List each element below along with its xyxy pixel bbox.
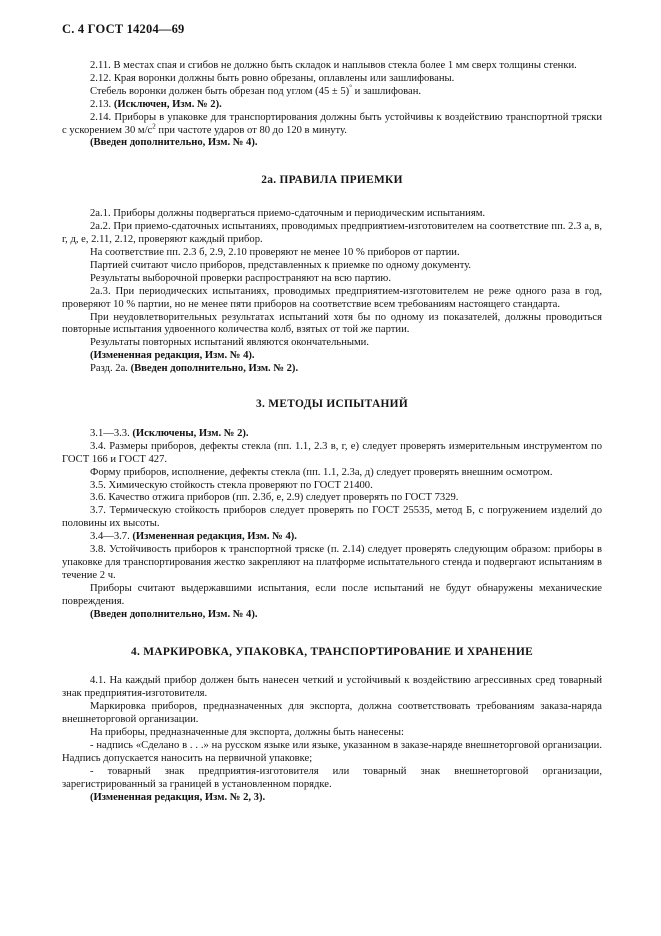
amendment-note: (Измененная редакция, Изм. № 2, 3). bbox=[90, 791, 266, 803]
clause-text: при частоте ударов от 80 до 120 в минуту. bbox=[155, 124, 347, 136]
amendment-note: (Измененная редакция, Изм. № 4). bbox=[132, 531, 297, 543]
clause-number: 3.1—3.3. bbox=[90, 427, 133, 439]
amendment-note: (Введен дополнительно, Изм. № 4). bbox=[90, 137, 258, 149]
clause-2a-2: 2а.2. При приемо-сдаточных испытаниях, проводимых предприятием-изготовителем на соответствие пп. 2.3 а, в, г, д, е, 2.11, 2.12, проверяют каждый прибор. bbox=[62, 221, 602, 246]
section-title-4: 4. МАРКИРОВКА, УПАКОВКА, ТРАНСПОРТИРОВАНИЕ И ХРАНЕНИЕ bbox=[130, 645, 534, 658]
amendment-note: (Исключены, Изм. № 2). bbox=[132, 427, 249, 439]
section-title-2a: 2а. ПРАВИЛА ПРИЕМКИ bbox=[261, 174, 403, 187]
clause-3-5: 3.5. Химическую стойкость стекла проверяют по ГОСТ 21400. bbox=[90, 479, 373, 491]
clause-2a-2-batch: Партией считают число приборов, представленных к приемке по одному документу. bbox=[90, 259, 472, 271]
clause-number: 2.13. bbox=[90, 98, 114, 110]
clause-2a-3: 2а.3. При периодических испытаниях, проводимых предприятием-изготовителем не реже одного раза в год, проверяют 10 % партии, но не менее пяти приборов на соответствие всем требованиям настоящего стандарта. bbox=[62, 285, 602, 310]
clause-2-12-stem bbox=[62, 83, 602, 99]
clause-4-1-list-intro: На приборы, предназначенные для экспорта, должны быть нанесены: bbox=[90, 727, 404, 739]
clause-2-13 bbox=[62, 99, 602, 112]
clause-2a-3-final: Результаты повторных испытаний являются окончательными. bbox=[90, 337, 370, 349]
clause-2-14 bbox=[62, 112, 602, 138]
degree-sign: ° bbox=[349, 83, 353, 92]
clause-3-8: 3.8. Устойчивость приборов к транспортной тряске (п. 2.14) следует проверять следующим образом: приборы в упаковке для транспортирования жестко закрепляют на платформе испытательного стенда и подвергают испытаниям в течение 2 ч. bbox=[62, 544, 602, 581]
clause-3-4-3-7 bbox=[62, 531, 602, 544]
amendment-note: (Введен дополнительно, Изм. № 4). bbox=[90, 608, 258, 620]
clause-4-1-export: Маркировка приборов, предназначенных для экспорта, должна соответствовать требованиям заказа-наряда внешнеторговой организации. bbox=[62, 701, 602, 726]
clause-3-7: 3.7. Термическую стойкость приборов следует проверять по ГОСТ 25535, метод Б, с погружением изделий до половины их высоты. bbox=[62, 505, 602, 530]
clause-text: 2.14. Приборы в упаковке для транспортирования должны быть устойчивы к воздействию транспортной тряски с ускорением 30 м/с bbox=[62, 111, 602, 136]
clause-3-8-result: Приборы считают выдержавшими испытания, если после испытаний не будут обнаружены механические повреждения. bbox=[62, 582, 602, 607]
amendment-note: (Измененная редакция, Изм. № 4). bbox=[90, 350, 255, 362]
clause-2-12: 2.12. Края воронки должны быть ровно обрезаны, оплавлены или зашлифованы. bbox=[90, 72, 455, 84]
document-body bbox=[62, 60, 602, 805]
clause-2a-2-sample: На соответствие пп. 2.3 б, 2.9, 2.10 проверяют не менее 10 % приборов от партии. bbox=[90, 246, 460, 258]
clause-3-4: 3.4. Размеры приборов, дефекты стекла (пп. 1.1, 2.3 в, г, е) следует проверять измерительным инструментом по ГОСТ 166 и ГОСТ 427. bbox=[62, 440, 602, 465]
clause-3-4-visual: Форму приборов, исполнение, дефекты стекла (пп. 1.1, 2.3а, д) следует проверять внешним осмотром. bbox=[90, 466, 553, 478]
section-title-3: 3. МЕТОДЫ ИСПЫТАНИЙ bbox=[255, 398, 408, 411]
clause-number: 3.4—3.7. bbox=[90, 531, 133, 543]
clause-3-6: 3.6. Качество отжига приборов (пп. 2.3б, е, 2.9) следует проверять по ГОСТ 7329. bbox=[90, 492, 459, 504]
clause-2a-3-retest: При неудовлетворительных результатах испытаний хотя бы по одному из показателей, должны проводиться повторные испытания удвоенного количества колб, взятых от той же партии. bbox=[62, 311, 602, 336]
clause-4-1-item-made-in: - надпись «Сделано в . . .» на русском языке или языке, указанном в заказе-наряде внешнеторговой организации. Надпись допускается наносить на первичной упаковке; bbox=[62, 739, 602, 764]
superscript: 2 bbox=[152, 122, 156, 130]
amendment-note: (Исключен, Изм. № 2). bbox=[113, 98, 222, 110]
clause-text: Разд. 2а. bbox=[90, 363, 131, 375]
section-2a-note bbox=[62, 363, 602, 376]
clause-2a-2-results: Результаты выборочной проверки распространяют на всю партию. bbox=[90, 272, 391, 284]
clause-4-1-item-trademark: - товарный знак предприятия-изготовителя или товарный знак внешнеторговой организации, зарегистрированный за границей в установленном порядке. bbox=[62, 765, 602, 790]
clause-text: Стебель воронки должен быть обрезан под углом (45 ± 5) bbox=[90, 85, 350, 97]
clause-2-11: 2.11. В местах спая и сгибов не должно быть складок и наплывов стекла более 1 мм сверх толщины стенки. bbox=[90, 60, 577, 71]
page-header: С. 4 ГОСТ 14204—69 bbox=[62, 22, 185, 36]
clause-4-1: 4.1. На каждый прибор должен быть нанесен четкий и устойчивый к воздействию агрессивных сред товарный знак предприятия-изготовителя. bbox=[62, 675, 602, 700]
amendment-note: (Введен дополнительно, Изм. № 2). bbox=[130, 363, 299, 375]
clause-2a-1: 2а.1. Приборы должны подвергаться приемо-сдаточным и периодическим испытаниям. bbox=[90, 208, 486, 220]
clause-text: и зашлифован. bbox=[352, 85, 422, 97]
clause-3-1 bbox=[62, 428, 602, 441]
